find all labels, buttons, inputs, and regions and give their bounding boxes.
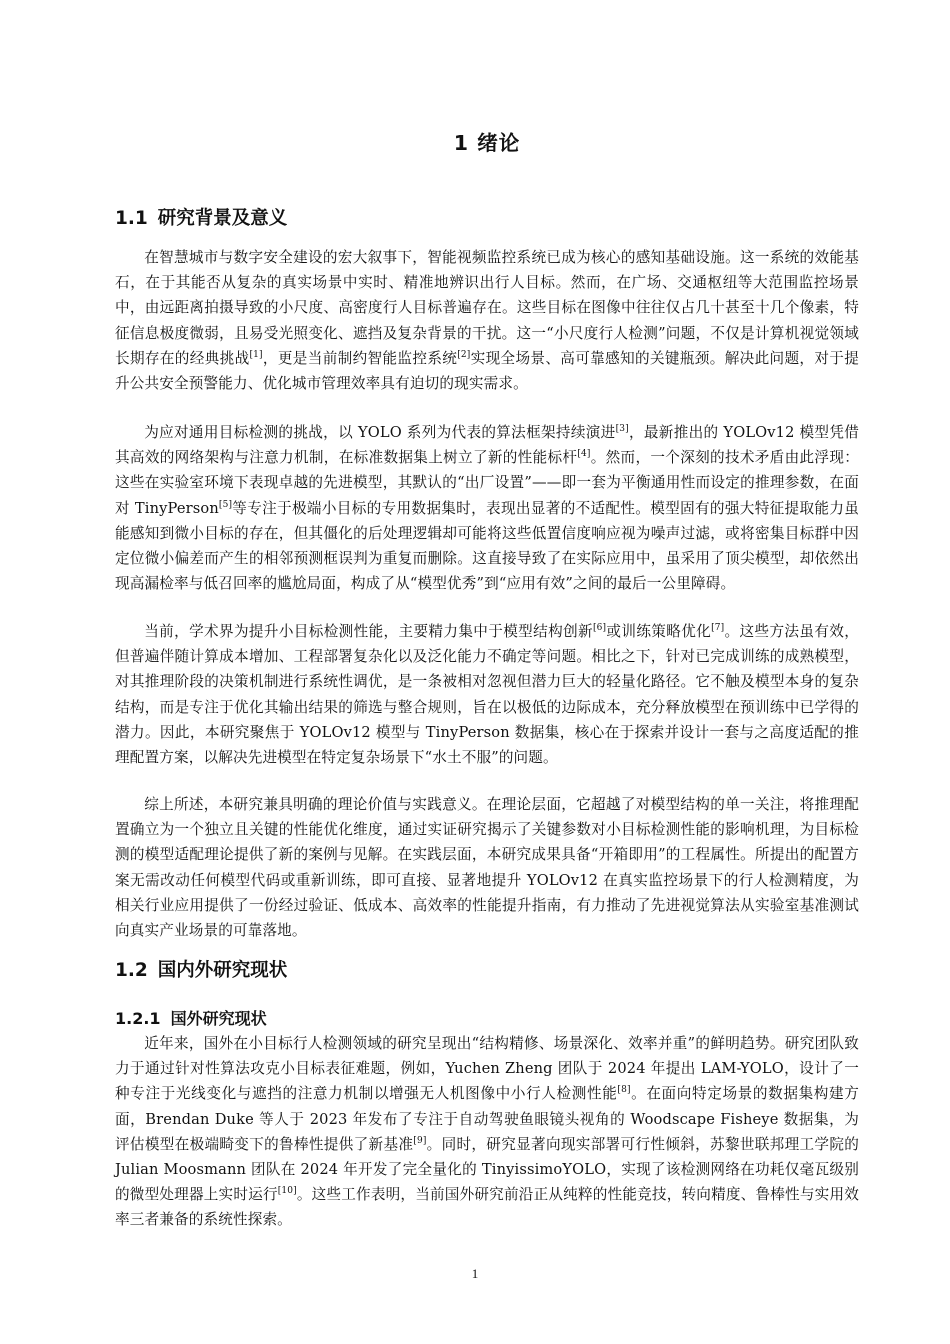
paragraph (115, 792, 859, 943)
citation: [9] (413, 1135, 427, 1146)
section-title: 研究背景及意义 (157, 208, 288, 229)
paragraph-text: 或训练策略优化 (606, 623, 712, 640)
paragraph-text: 。同时，研究显著向现实部署可行性倾斜，苏黎世联邦理工学院的 Julian Moosmann 团队在 2024 年开发了完全量化的 TinyissimoYOLO，实现了该检测网络在功耗仅毫瓦级别的微型处理器上实时运行 (115, 1135, 859, 1204)
citation: [2] (457, 349, 471, 360)
citation: [7] (711, 623, 725, 633)
subsection-heading-1-2-1 (115, 1007, 267, 1031)
paragraph-text: ，更是当前制约智能监控系统 (262, 349, 458, 367)
paragraph-text: 。在面向特定场景的数据集构建方面，Brendan Duke 等人于 2023 年发布了专注于自动驾驶鱼眼镜头视角的 Woodscape Fisheye 数据集，为评估模型在极端畸变下的鲁棒性提供了新基准 (115, 1085, 859, 1153)
citation: [6] (593, 623, 607, 633)
paragraph-text: ，最新推出的 YOLOv12 模型凭借其高效的网络架构与注意力机制，在标准数据集上树立了新的性能标杆 (115, 424, 859, 467)
section-number: 1.1 (115, 208, 148, 229)
citation: [5] (218, 499, 233, 510)
paragraph-text: 当前，学术界为提升小目标检测性能，主要精力集中于模型结构创新 (144, 623, 593, 640)
chapter-title: 1 绪论 (453, 131, 521, 155)
paragraph-text: 在智慧城市与数字安全建设的宏大叙事下，智能视频监控系统已成为核心的感知基础设施。这一系统的效能基石，在于其能否从复杂的真实场景中实时、精准地辨识出行人目标。然而，在广场、交通枢纽等大范围监控场景中，由远距离拍摄导致的小尺度、高密度行人目标普遍存在。这些目标在图像中往往仅占几十甚至十几个像素，特征信息极度微弱，且易受光照变化、遮挡及复杂背景的干扰。这一“小尺度行人检测”问题，不仅是计算机视觉领域长期存在的经典挑战 (115, 249, 859, 367)
section-heading-1-1 (115, 205, 287, 233)
citation: [10] (277, 1186, 297, 1197)
paragraph-text: 近年来，国外在小目标行人检测领域的研究呈现出“结构精修、场景深化、效率并重”的鲜明趋势。研究团队致力于通过针对性算法攻克小目标表征难题，例如，Yuchen Zheng 团队于 2024 年提出 LAM-YOLO，设计了一种专注于光线变化与遮挡的注意力机制以增强无人机图像中小行人检测性能 (115, 1035, 859, 1103)
paragraph (115, 420, 859, 596)
paragraph-text: 。这些工作表明，当前国外研究前沿正从纯粹的性能竞技，转向精度、鲁棒性与实用效率三者兼备的系统性探索。 (115, 1186, 859, 1229)
paragraph-text: 。这些方法虽有效，但普遍伴随计算成本增加、工程部署复杂化以及泛化能力不确定等问题。相比之下，针对已完成训练的成熟模型，对其推理阶段的决策机制进行系统性调优，是一条被相对忽视但潜力巨大的轻量化路径。它不触及模型本身的复杂结构，而是专注于优化其输出结果的筛选与整合规则，旨在以极低的边际成本，充分释放模型在预训练中已学得的潜力。因此，本研究聚焦于 YOLOv12 模型与 TinyPerson 数据集，核心在于探索并设计一套与之高度适配的推理配置方案，以解决先进模型在特定复杂场景下“水土不服”的问题。 (115, 623, 859, 767)
paragraph (115, 1031, 859, 1233)
citation: [8] (617, 1085, 631, 1096)
paragraph (115, 619, 859, 770)
page-number: 1 (471, 1266, 479, 1281)
citation: [3] (615, 424, 629, 434)
paragraph (115, 245, 859, 396)
subsection-number: 1.2.1 (115, 1009, 161, 1028)
section-heading-1-2 (115, 957, 287, 985)
paragraph-text: 实现全场景、高可靠感知的关键瓶颈。解决此问题，对于提升公共安全预警能力、优化城市管理效率具有迫切的现实需求。 (115, 349, 860, 393)
citation: [4] (577, 449, 591, 460)
paragraph-text: 。然而，一个深刻的技术矛盾由此浮现：这些在实验室环境下表现卓越的先进模型，其默认的“出厂设置”——即一套为平衡通用性而设定的推理参数，在面对 TinyPerson (115, 449, 860, 517)
section-number: 1.2 (115, 960, 148, 981)
section-title: 国内外研究现状 (157, 960, 288, 981)
paragraph-text: 为应对通用目标检测的挑战，以 YOLO 系列为代表的算法框架持续演进 (144, 424, 616, 441)
citation: [1] (249, 349, 263, 360)
subsection-title: 国外研究现状 (170, 1009, 267, 1028)
paragraph-text: 综上所述，本研究兼具明确的理论价值与实践意义。在理论层面，它超越了对模型结构的单一关注，将推理配置确立为一个独立且关键的性能优化维度，通过实证研究揭示了关键参数对小目标检测性能的影响机理，为目标检测的模型适配理论提供了新的案例与见解。在实践层面，本研究成果具备“开箱即用”的工程属性。所提出的配置方案无需改动任何模型代码或重新训练，即可直接、显著地提升 YOLOv12 在真实监控场景下的行人检测精度，为相关行业应用提供了一份经过验证、低成本、高效率的性能提升指南，有力推动了先进视觉算法从实验室基准测试向真实产业场景的可靠落地。 (115, 796, 859, 940)
paragraph-text: 等专注于极端小目标的专用数据集时，表现出显著的不适配性。模型固有的强大特征提取能力虽能感知到微小目标的存在，但其僵化的后处理逻辑却可能将这些低置信度响应视为噪声过滤，或将密集目标群中因定位微小偏差而产生的相邻预测框误判为重复而删除。这直接导致了在实际应用中，虽采用了顶尖模型，却依然出现高漏检率与低召回率的尴尬局面，构成了从“模型优秀”到“应用有效”之间的最后一公里障碍。 (115, 499, 860, 593)
